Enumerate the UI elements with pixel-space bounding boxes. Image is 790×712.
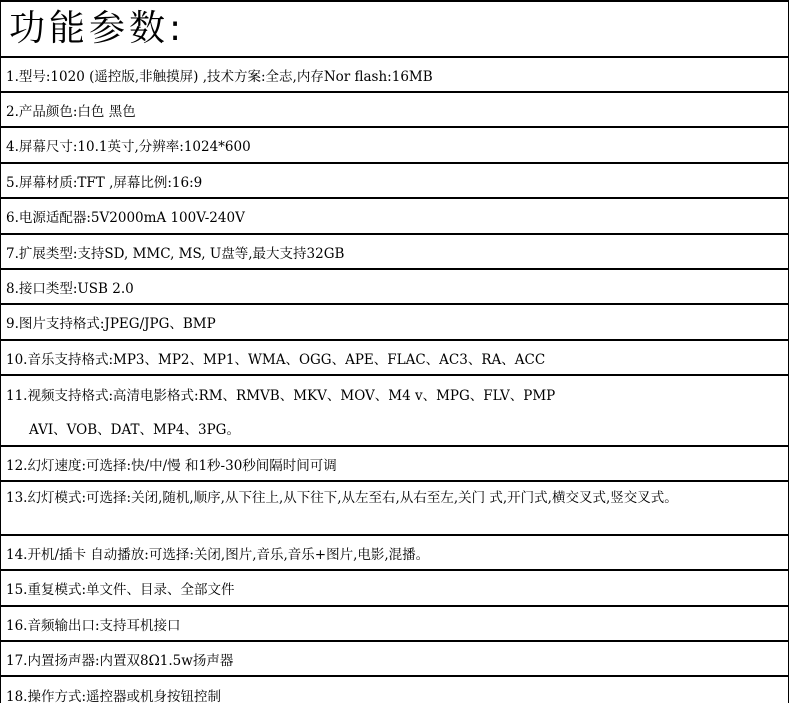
- spec-row-music-formats: 10.音乐支持格式:MP3、MP2、MP1、WMA、OGG、APE、FLAC、AC3、RA、ACC: [1, 341, 788, 376]
- spec-row-interface: 8.接口类型:USB 2.0: [1, 270, 788, 305]
- spec-row-image-formats: 9.图片支持格式:JPEG/JPG、BMP: [1, 305, 788, 341]
- spec-row-speaker: 17.内置扬声器:内置双8Ω1.5w扬声器: [1, 642, 788, 677]
- spec-row-slideshow-mode: 13.幻灯模式:可选择:关闭,随机,顺序,从下往上,从下往下,从左至右,从右至左,关门 式,开门式,横交叉式,竖交叉式。: [1, 482, 788, 536]
- title-row: [1, 0, 788, 58]
- spec-row-power-adapter: 6.电源适配器:5V2000mA 100V-240V: [1, 199, 788, 235]
- spec-row-operation: 18.操作方式:遥控器或机身按钮控制: [6, 688, 222, 705]
- page-title: 功能参数:: [9, 8, 186, 49]
- spec-row-audio-output: 16.音频输出口:支持耳机接口: [1, 607, 788, 642]
- spec-row-repeat-mode: 15.重复模式:单文件、目录、全部文件: [1, 571, 788, 607]
- spec-row-video-formats-cont: AVI、VOB、DAT、MP4、3PG。: [1, 411, 788, 447]
- spec-row-expansion: 7.扩展类型:支持SD, MMC, MS, U盘等,最大支持32GB: [1, 235, 788, 270]
- spec-row-model: 1.型号:1020 (遥控版,非触摸屏) ,技术方案:全志,内存Nor flash:16MB: [1, 58, 788, 93]
- spec-row-slideshow-speed: 12.幻灯速度:可选择:快/中/慢 和1秒-30秒间隔时间可调: [1, 447, 788, 482]
- spec-row-color: 2.产品颜色:白色 黑色: [1, 93, 788, 128]
- spec-row-screen-size: 4.屏幕尺寸:10.1英寸,分辨率:1024*600: [1, 128, 788, 164]
- spec-row-screen-material: 5.屏幕材质:TFT ,屏幕比例:16:9: [1, 164, 788, 199]
- spec-row-video-formats: 11.视频支持格式:高清电影格式:RM、RMVB、MKV、MOV、M4 v、MPG、FLV、PMP: [6, 387, 556, 404]
- spec-row-autoplay: 14.开机/插卡 自动播放:可选择:关闭,图片,音乐,音乐+图片,电影,混播。: [1, 536, 788, 571]
